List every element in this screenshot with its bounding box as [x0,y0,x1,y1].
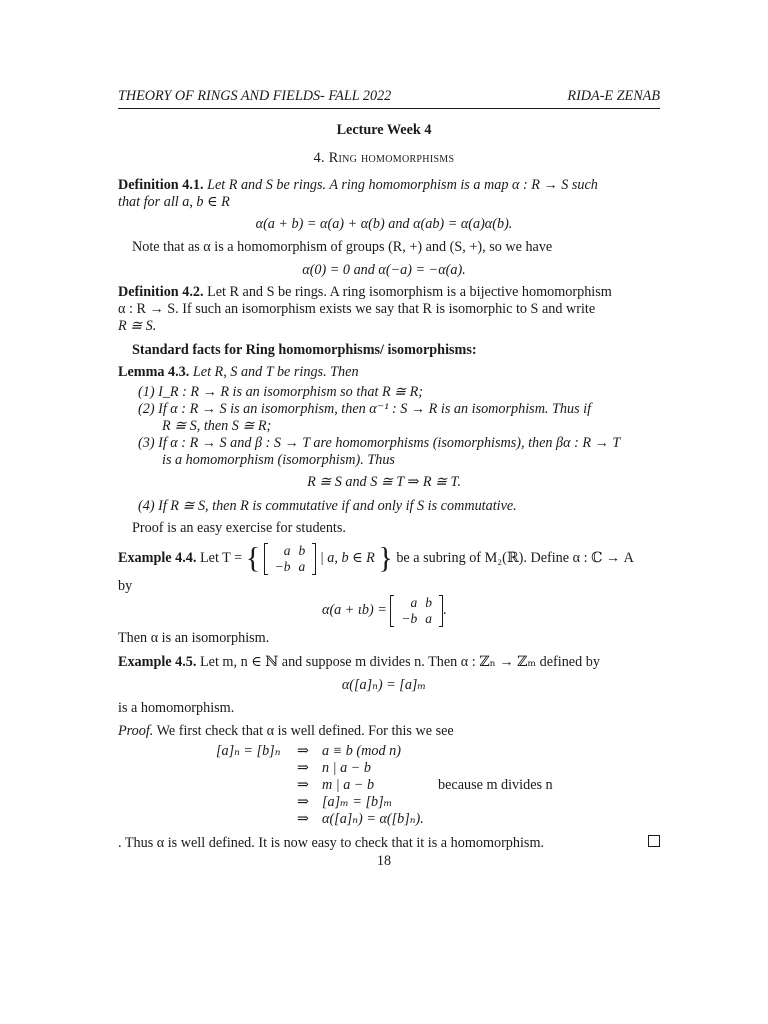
lemma-text: Let R, S and T be rings. Then [192,364,359,380]
display-equation: R ≅ S and S ≅ T ⇒ R ≅ T. [307,474,461,490]
definition-4-2-line-3: R ≅ S. [118,318,157,334]
example-label: Example 4.5. [118,654,197,670]
derivation-row: ⇒ α([a]ₙ) = α([b]ₙ). [297,811,424,827]
set-condition: | a, b ∈ R [319,550,375,566]
proof-label: Proof. [118,723,154,739]
example-text: Let m, n ∈ ℕ and suppose m divides n. Then α : ℤₙ → ℤₘ defined by [199,654,600,670]
matrix [264,543,317,575]
facts-heading: Standard facts for Ring homomorphisms/ isomorphisms: [132,342,477,358]
matrix [390,595,443,627]
example-text: Let T = [199,550,243,566]
matrix-cell: a [410,594,418,610]
lemma-item-2-cont: R ≅ S, then S ≅ R; [162,418,272,434]
lemma-4-3-intro [118,364,359,381]
definition-label: Definition 4.2. [118,284,204,300]
running-head-course: THEORY OF RINGS AND FIELDS- FALL 2022 [118,88,392,104]
definition-4-1-line-1 [118,177,598,194]
lemma-item-3: (3) If α : R → S and β : S → T are homomorphisms (isomorphisms), then βα : R → T [138,435,621,451]
example-text: be a subring of M₂(ℝ). Define α : ℂ → A [396,550,634,566]
derivation-row: ⇒ [a]ₘ = [b]ₘ [297,794,393,810]
matrix-cell: −b [274,558,291,574]
display-equation: α([a]ₙ) = [a]ₘ [341,677,427,693]
derivation-row: ⇒ n | a − b [297,760,371,776]
qed-square-icon [648,835,660,847]
derivation-row: [a]ₙ = [b]ₙ ⇒ a ≡ b (mod n) [216,743,401,759]
matrix-cell: b [425,594,432,610]
display-equation: α(0) = 0 and α(−a) = −α(a). [302,262,466,278]
right-brace: } [378,541,393,575]
example-4-5-line-2: is a homomorphism. [118,700,235,716]
example-label: Example 4.4. [118,550,197,566]
example-4-4-display [322,592,447,628]
definition-4-1-note: Note that as α is a homomorphism of groups (R, +) and (S, +), so we have [132,239,553,255]
display-lhs: α(a + ιb) = [322,602,387,618]
definition-text: Let R and S be rings. A ring isomorphism is a bijective homomorphism [207,284,612,300]
proof-text: We first check that α is well defined. For this we see [156,723,454,739]
proof-intro [118,723,454,740]
display-equation: α(a + b) = α(a) + α(b) and α(ab) = α(a)α(b). [255,216,513,232]
example-4-5-line-1 [118,654,600,671]
example-4-4-by: by [118,578,133,594]
left-brace: { [245,541,261,575]
lemma-label: Lemma 4.3. [118,364,190,380]
lemma-item-1: (1) I_R : R → R is an isomorphism so that R ≅ R; [138,384,423,400]
lemma-item-4: (4) If R ≅ S, then R is commutative if and only if S is commutative. [138,498,517,514]
page-number: 18 [376,853,392,869]
matrix-cell: a [425,610,432,626]
example-4-4-line-1 [118,540,634,576]
derivation-row: ⇒ m | a − b because m divides n [297,777,553,793]
example-4-4-conclusion: Then α is an isomorphism. [118,630,270,646]
matrix-cell: a [298,558,306,574]
derivation [216,743,553,828]
matrix-cell: −b [401,610,418,626]
matrix-cell: b [298,542,306,558]
lemma-item-3-cont: is a homomorphism (isomorphism). Thus [162,452,395,468]
section-title: 4. Ring homomorphisms [313,150,455,166]
period: . [443,602,447,618]
running-head-author: RIDA-E ZENAB [567,88,660,104]
definition-label: Definition 4.1. [118,177,204,193]
lecture-title: Lecture Week 4 [336,122,432,138]
lemma-item-2: (2) If α : R → S is an isomorphism, then α⁻¹ : S → R is an isomorphism. Thus if [138,401,592,417]
matrix-cell: a [283,542,291,558]
header-rule [118,108,660,109]
proof-conclusion: . Thus α is well defined. It is now easy to check that it is a homomorphism. [118,835,545,851]
definition-text: Let R and S be rings. A ring homomorphism is a map α : R → S such [207,177,598,193]
lemma-proof-note: Proof is an easy exercise for students. [132,520,346,536]
definition-4-2-line-2: α : R → S. If such an isomorphism exists we say that R is isomorphic to S and write [118,301,596,317]
definition-4-1-line-2: that for all a, b ∈ R [118,194,230,210]
definition-4-2-line-1 [118,284,612,301]
